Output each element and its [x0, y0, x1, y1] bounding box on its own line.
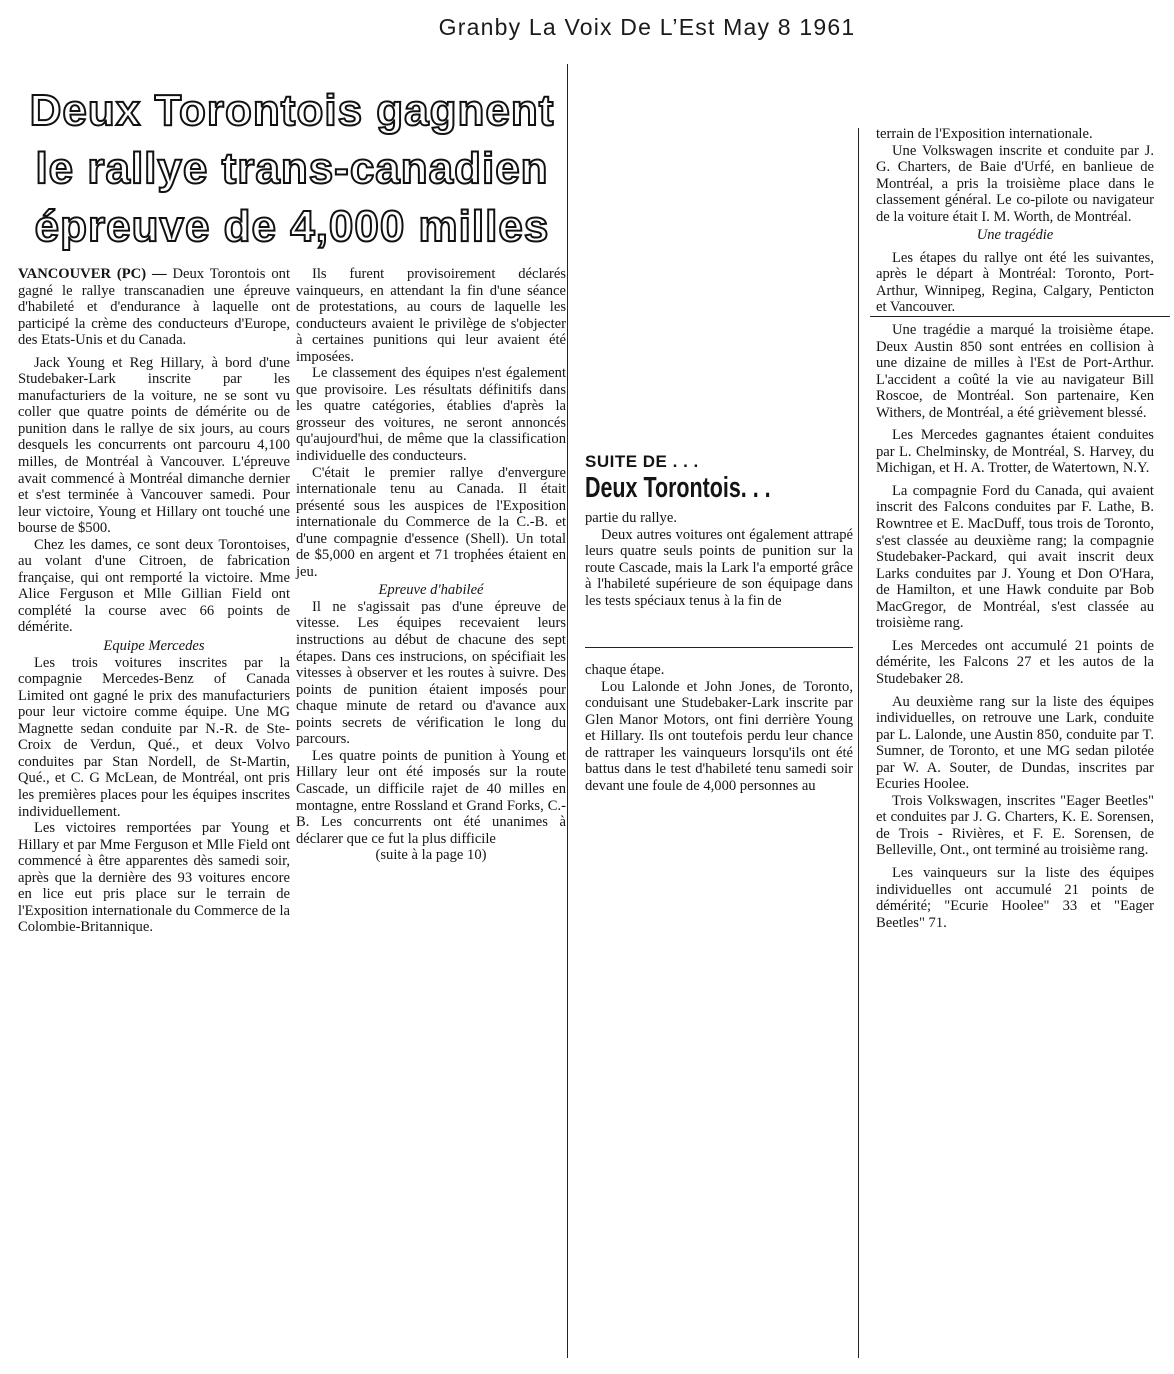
article-paragraph: terrain de l'Exposition internationale. [876, 126, 1093, 142]
article-column-3b [585, 662, 853, 794]
subheading: Equipe Mercedes [103, 638, 205, 655]
column-rule [858, 128, 859, 1358]
article-column-3a [585, 510, 853, 609]
article-paragraph: Une Volkswagen inscrite et conduite par J. G. Charters, de Baie d'Urfé, en banlieue de Montréal, a pris la troisième place dans le classement général. Le co-pilote ou navigateur de la voiture était I. M. Worth, de Montréal. [876, 142, 1154, 225]
article-paragraph: Les vainqueurs sur la liste des équipes individuelles ont accumulé 21 points de démérité; "Ecurie Hoolee" 33 et "Eager Beetles" 71. [876, 864, 1154, 931]
article-paragraph: chaque étape. [585, 662, 665, 678]
article-paragraph: Jack Young et Reg Hillary, à bord d'une Studebaker-Lark inscrite par les manufacturiers de la voiture, ne se sont vu coller que quatre points de démérite ou de punition dans le rallye de six jours, au cours desquels les concurrents ont parcouru 4,100 milles, de Montréal à Vancouver. L'épreuve avait commencé à Montréal dimanche dernier et s'est terminée à Vancouver samedi. Pour leur victoire, Young et Hillary ont touché une bourse de $500. [18, 354, 290, 537]
headline [18, 82, 566, 256]
article-column-1 [18, 266, 290, 936]
article-paragraph: Trois Volkswagen, inscrites "Eager Beetles" et conduites par J. G. Charters, K. E. Sorensen, de Trois - Rivières, et F. E. Sorensen, de Belleville, Ont., ont terminé au troisième rang. [876, 792, 1154, 859]
article-paragraph: Les étapes du rallye ont été les suivantes, après le départ à Montréal: Toronto, Port-Arthur, Winnipeg, Regina, Calgary, Penticton et Vancouver. [876, 249, 1154, 316]
article-paragraph: Le classement des équipes n'est également que provisoire. Les résultats définitifs dans les quatre catégories, établies d'après la grosseur des voitures, ne seront annoncés qu'aujourd'hui, de même que la classification individuelle des conducteurs. [296, 365, 566, 465]
section-rule [585, 647, 853, 648]
article-paragraph: Une tragédie a marqué la troisième étape. Deux Austin 850 sont entrées en collision à une dizaine de milles à l'Est de Port-Arthur. L'accident a coûté la vie au navigateur Bill Roscoe, de Montréal. Son partenaire, Ken Withers, de Montréal, a été grièvement blessé. [876, 322, 1154, 421]
article-paragraph: Chez les dames, ce sont deux Torontoises, au volant d'une Citroen, de fabrication française, qui ont remporté la victoire. Mme Alice Ferguson et Mlle Gillian Field ont complété la course avec 66 points de démérite. [18, 536, 290, 636]
article-paragraph: Ils furent provisoirement déclarés vainqueurs, en attendant la fin d'une séance de protestations, au cours de laquelle les conducteurs avaient le privilège de s'objecter à certaines punitions qui leur avaient été imposées. [296, 266, 566, 365]
continuation-label: SUITE DE . . . [585, 452, 699, 471]
column-rule [567, 64, 568, 1358]
article-paragraph: VANCOUVER (PC) — Deux Torontois ont gagné le rallye transcanadien une épreuve d'habileté et d'endurance à laquelle ont participé la crème des conducteurs d'Europe, des Etats-Unis et du Canada. [18, 266, 290, 349]
continued-note: (suite à la page 10) [375, 847, 487, 864]
article-paragraph: Il ne s'agissait pas d'une épreuve de vitesse. Les équipes recevaient leurs instructions au début de chacune des sept étapes. Dans ces instrucions, on spécifiait les vitesses à observer et les routes à suivre. Des points de punition étaient imposés pour chaque minute de retard ou d'avance aux points secrets de vérification le long du parcours. [296, 598, 566, 748]
article-column-4 [876, 126, 1154, 931]
headline-line-2: le rallye trans-canadien [35, 144, 549, 193]
article-paragraph: Les Mercedes gagnantes étaient conduites par L. Chelminsky, de Montréal, S. Harvey, du Michigan, et H. A. Trotter, de Watertown, N.Y. [876, 427, 1154, 477]
article-paragraph: Les Mercedes ont accumulé 21 points de démérite, les Falcons 27 et les autos de la Studebaker 28. [876, 637, 1154, 687]
article-paragraph: Les quatre points de punition à Young et Hillary leur ont été imposés sur la route Cascade, un difficile rajet de 40 milles en montagne, entre Rossland et Grand Forks, C.-B. Les concurrents ont été unanimes à déclarer que ce fut la plus difficile [296, 747, 566, 847]
continuation-title: Deux Torontois. . . [585, 472, 771, 504]
article-paragraph: Les victoires remportées par Young et Hillary et par Mme Ferguson et Mlle Field ont commencé à être apparentes dès samedi soir, après que la dernière des 93 voitures encore en lice eut pris place sur le terrain de l'Exposition internationale du Commerce de la Colombie-Britannique. [18, 820, 290, 936]
subheading: Une tragédie [976, 227, 1054, 244]
page-caption: Granby La Voix De L’Est May 8 1961 [438, 14, 856, 40]
headline-line-3: épreuve de 4,000 milles [34, 202, 550, 251]
article-paragraph: Les trois voitures inscrites par la compagnie Mercedes-Benz of Canada Limited ont gagné le prix des manufacturiers pour leur victoire comme équipe. Une MG Magnette sedan conduite par N.-R. de Ste-Croix de Verdun, Qué., et deux Volvo conduites par Stan Nordell, de St-Martin, Qué., et C. G McLean, de Montréal, ont pris les premières places pour les équipes inscrites individuellement. [18, 654, 290, 820]
article-paragraph: Lou Lalonde et John Jones, de Toronto, conduisant une Studebaker-Lark inscrite par Glen Manor Motors, ont fini derrière Young et Hillary. Ils ont toutefois perdu leur chance de rattraper les vainqueurs lorsqu'ils ont été battus dans le test d'habileté tenu samedi soir devant une foule de 4,000 personnes au [585, 678, 853, 794]
dateline: VANCOUVER (PC) — [18, 266, 167, 282]
subheading: Epreuve d'habileé [378, 582, 484, 599]
headline-line-1: Deux Torontois gagnent [29, 86, 555, 135]
article-column-2 [296, 266, 566, 864]
article-paragraph: C'était le premier rallye d'envergure internationale tenu au Canada. Il était présenté sous les auspices de l'Exposition internationale du Commerce de la C.-B. et d'une compagnie d'essence (Shell). Un total de $5,000 en argent et 71 trophées étaient en jeu. [296, 464, 566, 580]
article-paragraph: Au deuxième rang sur la liste des équipes individuelles, on retrouve une Lark, conduite par L. Lalonde, une Austin 850, conduite par T. Sumner, de Toronto, et une MG sedan pilotée par W. A. Souter, de Dundas, inscrites par Ecuries Hoolee. [876, 693, 1154, 793]
article-paragraph: partie du rallye. [585, 510, 677, 526]
article-paragraph: Deux autres voitures ont également attrapé leurs quatre seuls points de punition sur la route Cascade, mais la Lark l'a emporté grâce à l'habileté supérieure de son équipage dans les tests spéciaux tenus à la fin de [585, 526, 853, 609]
article-paragraph: La compagnie Ford du Canada, qui avaient inscrit des Falcons conduites par F. Lathe, B. Rowntree et E. MacDuff, tous trois de Toronto, s'est classée au deuxième rang; la compagnie Studebaker-Packard, qui avait inscrit deux Larks conduites par J. Young et Don O'Hara, de Hamilton, et une Hawk conduite par Bob MacGregor, de Montréal, s'est classée au troisième rang. [876, 482, 1154, 632]
